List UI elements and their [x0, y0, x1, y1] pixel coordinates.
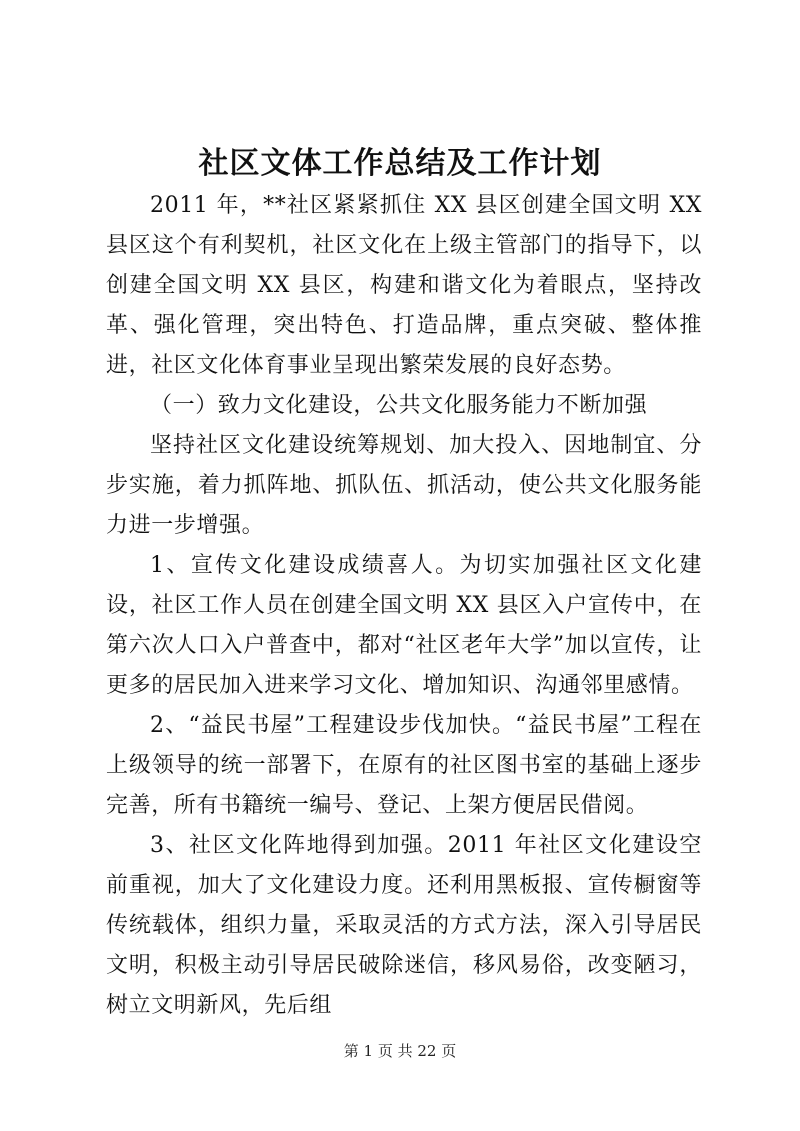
paragraph-item-1: 1、宣传文化建设成绩喜人。为切实加强社区文化建设，社区工作人员在创建全国文明 XX 县区入户宣传中，在第六次人口入户普查中，都对“社区老年大学”加以宣传，让更多的居民加入进来学习文化、增加知识、沟通邻里感情。: [106, 553, 702, 698]
paragraph-item-3: 3、社区文化阵地得到加强。2011 年社区文化建设空前重视，加大了文化建设力度。还利用黑板报、宣传橱窗等传统载体，组织力量，采取灵活的方式方法，深入引导居民文明，积极主动引导居民破除迷信，移风易俗，改变陋习，树立文明新风，先后组: [106, 833, 702, 1018]
paragraph-item-2: 2、“益民书屋”工程建设步伐加快。“益民书屋”工程在上级领导的统一部署下，在原有的社区图书室的基础上逐步完善，所有书籍统一编号、登记、上架方便居民借阅。: [106, 713, 702, 818]
paragraph-intro: 2011 年，**社区紧紧抓住 XX 县区创建全国文明 XX 县区这个有利契机，社区文化在上级主管部门的指导下，以创建全国文明 XX 县区，构建和谐文化为着眼点，坚持改革、强化管理，突出特色、打造品牌，重点突破、整体推进，社区文化体育事业呈现出繁荣发展的良好态势。: [106, 193, 702, 378]
section-heading-1: （一）致力文化建设，公共文化服务能力不断加强: [150, 393, 648, 418]
document-body: [106, 186, 702, 1026]
paragraph-section-1-summary: 坚持社区文化建设统筹规划、加大投入、因地制宜、分步实施，着力抓阵地、抓队伍、抓活动，使公共文化服务能力进一步增强。: [106, 433, 702, 538]
document-title: 社区文体工作总结及工作计划: [198, 146, 602, 181]
page-number-footer: 第 1 页 共 22 页: [343, 1042, 457, 1060]
